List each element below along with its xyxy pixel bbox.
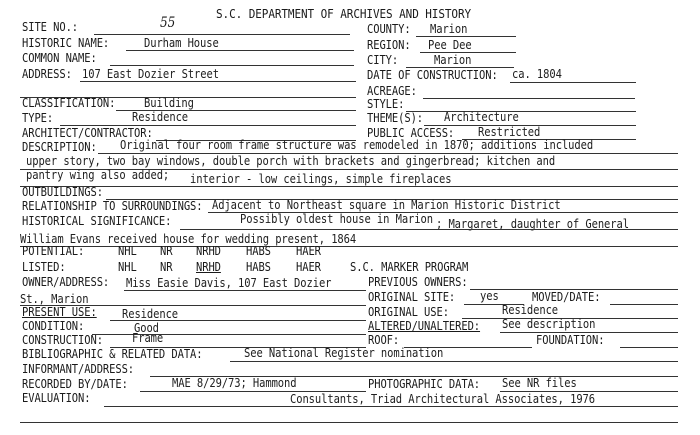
acreage-label: ACREAGE:: [367, 84, 417, 98]
condition-value: Good: [134, 321, 159, 335]
style-label: STYLE:: [367, 97, 405, 111]
description-label: DESCRIPTION:: [22, 140, 97, 154]
description-line-3a: pantry wing also added;: [26, 168, 170, 182]
relationship-value: Adjacent to Northeast square in Marion Historic District: [212, 198, 561, 212]
owner-label: OWNER/ADDRESS:: [22, 275, 110, 289]
foundation-label: FOUNDATION:: [536, 333, 605, 347]
style-line: [406, 111, 636, 112]
theme-label: THEME(S):: [367, 111, 424, 125]
architect-label: ARCHITECT/CONTRACTOR:: [22, 126, 153, 140]
altered-value: See description: [502, 317, 596, 331]
photo-value: See NR files: [502, 376, 577, 390]
listed-nr: NR: [160, 260, 173, 274]
significance-label: HISTORICAL SIGNIFICANCE:: [22, 214, 172, 228]
significance-line-1a: Possibly oldest house in Marion: [240, 212, 433, 226]
address-line: [80, 81, 356, 82]
listed-habs: HABS: [246, 260, 271, 274]
county-value: Marion: [430, 22, 468, 36]
acreage-line: [423, 98, 635, 99]
evaluation-line-2: [20, 422, 678, 423]
evaluation-label: EVALUATION:: [22, 391, 91, 405]
altered-label: ALTERED/UNALTERED:: [368, 319, 481, 333]
present-use-value: Residence: [122, 307, 179, 321]
historic-name-value: Durham House: [144, 36, 219, 50]
county-line: [416, 36, 516, 37]
potential-habs: HABS: [246, 244, 271, 258]
agency-header: S.C. DEPARTMENT OF ARCHIVES AND HISTORY: [216, 7, 472, 22]
previous-owners-label: PREVIOUS OWNERS:: [368, 275, 468, 289]
description-line-3b: interior - low ceilings, simple fireplaces: [190, 172, 452, 186]
common-name-line: [110, 65, 354, 66]
listed-nrhd: NRHD: [196, 260, 221, 274]
potential-nrhd: NRHD: [196, 244, 221, 258]
present-use-label: PRESENT USE:: [22, 305, 97, 319]
potential-haer: HAER: [296, 244, 321, 258]
significance-line-1b: ; Margaret, daughter of General: [436, 217, 629, 231]
potential-label: POTENTIAL:: [22, 244, 85, 258]
city-label: CITY:: [367, 53, 399, 67]
address-label: ADDRESS:: [22, 67, 72, 81]
description-underline-3: [20, 186, 678, 187]
classification-value: Building: [144, 96, 194, 110]
public-access-label: PUBLIC ACCESS:: [367, 126, 455, 140]
site-no-label: SITE NO.:: [22, 20, 79, 34]
city-value: Marion: [434, 53, 472, 67]
address-value: 107 East Dozier Street: [82, 67, 219, 81]
owner-line: [124, 290, 366, 291]
photo-label: PHOTOGRAPHIC DATA:: [368, 377, 481, 391]
marker-program-label: S.C. MARKER PROGRAM: [350, 260, 469, 274]
relationship-label: RELATIONSHIP TO SURROUNDINGS:: [22, 199, 203, 213]
original-use-label: ORIGINAL USE:: [368, 305, 449, 319]
historic-name-line: [126, 50, 354, 51]
bibliographic-label: BIBLIOGRAPHIC & RELATED DATA:: [22, 347, 203, 361]
historic-name-label: HISTORIC NAME:: [22, 36, 110, 50]
outbuildings-label: OUTBUILDINGS:: [22, 185, 103, 199]
construction-value: Frame: [132, 331, 164, 345]
type-value: Residence: [132, 110, 189, 124]
recorded-label: RECORDED BY/DATE:: [22, 377, 128, 391]
site-no-line: [94, 34, 350, 35]
public-access-value: Restricted: [478, 125, 541, 139]
description-line-1: Original four room frame structure was remodeled in 1870; additions included: [120, 138, 594, 152]
potential-nhl: NHL: [118, 244, 137, 258]
bibliographic-value: See National Register nomination: [244, 346, 444, 360]
type-label: TYPE:: [22, 111, 54, 125]
potential-nr: NR: [160, 244, 173, 258]
original-site-value: yes: [480, 289, 499, 303]
evaluation-value: Consultants, Triad Architectural Associates, 1976: [290, 392, 595, 406]
theme-value: Architecture: [444, 110, 519, 124]
common-name-label: COMMON NAME:: [22, 51, 97, 65]
listed-nhl: NHL: [118, 260, 137, 274]
significance-underline-1: [180, 229, 678, 230]
listed-label: LISTED:: [22, 260, 66, 274]
date-label: DATE OF CONSTRUCTION:: [367, 68, 498, 82]
original-site-label: ORIGINAL SITE:: [368, 290, 456, 304]
recorded-value: MAE 8/29/73; Hammond: [172, 376, 297, 390]
foundation-line: [620, 347, 678, 348]
owner-value-2: St., Marion: [20, 292, 89, 306]
moved-date-label: MOVED/DATE:: [532, 290, 601, 304]
date-value: ca. 1804: [512, 67, 562, 81]
site-no-value: 55: [160, 15, 176, 31]
listed-haer: HAER: [296, 260, 321, 274]
county-label: COUNTY:: [367, 22, 411, 36]
bibliographic-line: [230, 361, 678, 362]
moved-date-line: [610, 304, 678, 305]
roof-label: ROOF:: [368, 333, 400, 347]
evaluation-line: [104, 406, 678, 407]
original-use-value: Residence: [502, 303, 559, 317]
region-value: Pee Dee: [428, 38, 472, 52]
classification-label: CLASSIFICATION:: [22, 96, 116, 110]
construction-label: CONSTRUCTION:: [22, 333, 103, 347]
condition-label: CONDITION:: [22, 319, 85, 333]
description-line-2: upper story, two bay windows, double porch with brackets and gingerbread; kitchen and: [26, 154, 556, 168]
owner-value: Miss Easie Davis, 107 East Dozier: [126, 276, 332, 290]
significance-line-2: William Evans received house for wedding present, 1864: [20, 232, 357, 246]
region-label: REGION:: [367, 38, 411, 52]
date-line: [510, 82, 636, 83]
informant-label: INFORMANT/ADDRESS:: [22, 362, 135, 376]
